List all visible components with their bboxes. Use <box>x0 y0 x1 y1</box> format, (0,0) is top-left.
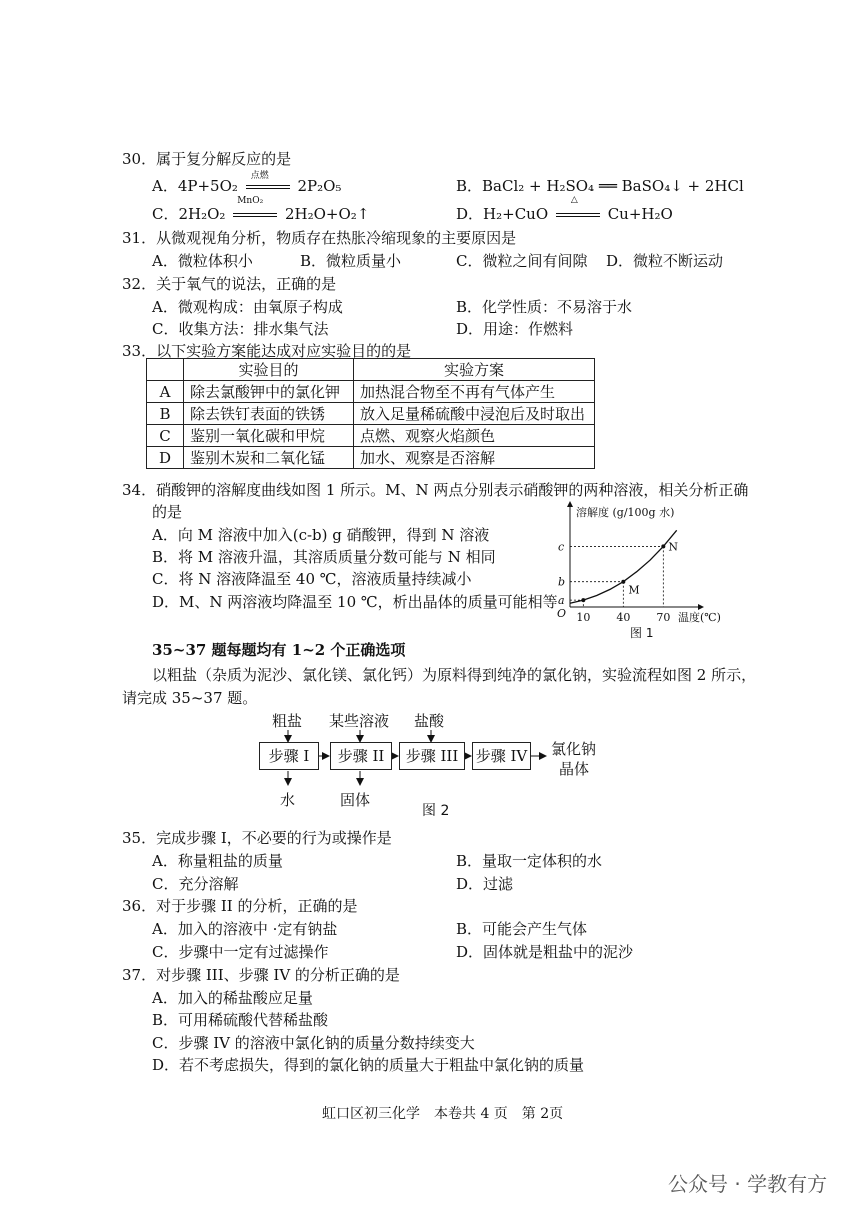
q32-stem: 32．关于氧气的说法，正确的是 <box>122 275 337 293</box>
watermark-text: 公众号 · 学教有方 <box>668 1172 828 1196</box>
flow-input-crude-salt: 粗盐 <box>272 712 303 730</box>
x-axis-label: 温度(℃) <box>678 611 721 624</box>
q36-option-b: B．可能会产生气体 <box>456 920 588 938</box>
point-marker <box>581 598 585 602</box>
q34-option-c: C．将 N 溶液降温至 40 ℃，溶液质量持续减小 <box>152 570 472 588</box>
flow-step-1: 步骤 I <box>259 742 319 770</box>
y-axis-arrow <box>567 501 573 507</box>
q30-stem: 30．属于复分解反应的是 <box>122 150 292 168</box>
point-n <box>661 544 665 548</box>
table-header-row <box>147 359 595 381</box>
section-intro-cont: 请完成 35~37 题。 <box>122 689 258 707</box>
table-cell: D <box>147 447 184 469</box>
table-cell: A <box>147 381 184 403</box>
q36-option-a: A．加入的溶液中 ·定有钠盐 <box>152 920 338 938</box>
q31-option-b: B．微粒质量小 <box>300 252 402 270</box>
y-axis-label: 溶解度 (g/100g 水) <box>576 506 675 519</box>
flow-input-acid: 盐酸 <box>414 712 445 730</box>
q34-stem: 34．硝酸钾的溶解度曲线如图 1 所示。M、N 两点分别表示硝酸钾的两种溶液，相关分析正确 <box>122 481 749 499</box>
q30-a-condition: 点燃 <box>250 171 269 181</box>
flow-step-2: 步骤 II <box>330 742 392 770</box>
table-header-cell <box>147 359 184 381</box>
flow-input-solutions: 某些溶液 <box>329 712 390 730</box>
q35-stem: 35．完成步骤 I，不必要的行为或操作是 <box>122 829 392 847</box>
table-cell: 加热混合物至不再有气体产生 <box>354 381 595 403</box>
table-cell: 加水、观察是否溶解 <box>354 447 595 469</box>
watermark <box>668 1168 827 1197</box>
q30-option-a <box>152 171 342 196</box>
flow-output-water: 水 <box>280 791 296 809</box>
y-tick-label: a <box>558 594 565 608</box>
y-tick-label: b <box>558 575 566 589</box>
q31-option-a: A．微粒体积小 <box>152 252 253 270</box>
q32-option-d: D．用途：作燃料 <box>456 320 574 338</box>
q35-option-a: A．称量粗盐的质量 <box>152 852 283 870</box>
q30-c-condition: MnO₂ <box>237 196 264 206</box>
q33-table <box>146 358 595 469</box>
q30-option-b: B．BaCl₂ + H₂SO₄ ══ BaSO₄↓ + 2HCl <box>456 177 744 195</box>
q32-option-c: C．收集方法：排水集气法 <box>152 320 329 338</box>
q30-c-reactants: C．2H₂O₂ <box>152 205 226 223</box>
q36-option-d: D．固体就是粗盐中的泥沙 <box>456 943 634 961</box>
q37-option-b: B．可用稀硫酸代替稀盐酸 <box>152 1011 329 1029</box>
flow-output-solid: 固体 <box>340 791 371 809</box>
q30-d-products: Cu+H₂O <box>607 205 673 223</box>
table-cell: 鉴别一氧化碳和甲烷 <box>184 425 354 447</box>
q37-option-d: D．若不考虑损失，得到的氯化钠的质量大于粗盐中氯化钠的质量 <box>152 1056 585 1074</box>
q30-d-condition: △ <box>570 195 578 205</box>
q34-stem-cont: 的是 <box>152 503 183 521</box>
section-intro: 以粗盐（杂质为泥沙、氯化镁、氯化钙）为原料得到纯净的氯化钠，实验流程如图 2 所示， <box>152 666 757 684</box>
solubility-chart <box>548 502 721 640</box>
q31-option-d: D．微粒不断运动 <box>606 252 724 270</box>
table-row <box>147 403 595 425</box>
q30-d-reactants: D．H₂+CuO <box>456 205 549 223</box>
point-m <box>621 580 625 584</box>
x-tick-label: 70 <box>656 611 671 624</box>
origin-label: O <box>557 607 567 620</box>
q31-option-c: C．微粒之间有间隙 <box>456 252 588 270</box>
table-header-cell: 实验方案 <box>354 359 595 381</box>
chart-caption: 图 1 <box>630 626 654 640</box>
x-axis-arrow <box>698 604 704 610</box>
q30-option-d <box>456 195 673 224</box>
q33-stem: 33．以下实验方案能达成对应实验目的的是 <box>122 342 412 360</box>
table-row <box>147 425 595 447</box>
q34-option-d: D．M、N 两溶液均降温至 10 ℃，析出晶体的质量可能相等 <box>152 593 558 611</box>
flow-product-cont: 晶体 <box>559 760 590 778</box>
q37-option-a: A．加入的稀盐酸应足量 <box>152 989 313 1007</box>
q34-option-a: A．向 M 溶液中加入(c-b) g 硝酸钾，得到 N 溶液 <box>152 526 490 544</box>
point-label: N <box>668 540 678 554</box>
table-cell: 鉴别木炭和二氧化锰 <box>184 447 354 469</box>
table-cell: 点燃、观察火焰颜色 <box>354 425 595 447</box>
table-cell: 除去铁钉表面的铁锈 <box>184 403 354 425</box>
flow-step-3: 步骤 III <box>399 742 465 770</box>
table-cell: C <box>147 425 184 447</box>
table-cell: 除去氯酸钾中的氯化钾 <box>184 381 354 403</box>
section-heading: 35~37 题每题均有 1~2 个正确选项 <box>152 641 406 659</box>
x-tick-label: 40 <box>616 611 631 624</box>
q36-stem: 36．对于步骤 II 的分析，正确的是 <box>122 897 358 915</box>
q30-a-products: 2P₂O₅ <box>297 177 342 195</box>
q35-option-b: B．量取一定体积的水 <box>456 852 603 870</box>
table-cell: B <box>147 403 184 425</box>
q35-option-c: C．充分溶解 <box>152 875 239 893</box>
q30-c-products: 2H₂O+O₂↑ <box>285 205 370 223</box>
table-header-cell: 实验目的 <box>184 359 354 381</box>
point-label: M <box>628 583 640 597</box>
q30-option-c <box>152 196 370 224</box>
flow-product: 氯化钠 <box>551 740 597 758</box>
q32-option-a: A．微观构成：由氧原子构成 <box>152 298 343 316</box>
page-footer: 虹口区初三化学 本卷共 4 页 第 2页 <box>322 1106 564 1122</box>
table-row <box>147 381 595 403</box>
q32-option-b: B．化学性质：不易溶于水 <box>456 298 633 316</box>
q34-option-b: B．将 M 溶液升温，其溶质质量分数可能与 N 相同 <box>152 548 496 566</box>
q36-option-c: C．步骤中一定有过滤操作 <box>152 943 329 961</box>
y-tick-label: c <box>558 540 565 554</box>
q31-stem: 31．从微观视角分析，物质存在热胀冷缩现象的主要原因是 <box>122 229 517 247</box>
q37-option-c: C．步骤 IV 的溶液中氯化钠的质量分数持续变大 <box>152 1034 475 1052</box>
q37-stem: 37．对步骤 III、步骤 IV 的分析正确的是 <box>122 966 400 984</box>
q30-a-reactants: A．4P+5O₂ <box>152 177 238 195</box>
x-tick-label: 10 <box>576 611 591 624</box>
q35-option-d: D．过滤 <box>456 875 514 893</box>
table-cell: 放入足量稀硫酸中浸泡后及时取出 <box>354 403 595 425</box>
flow-caption: 图 2 <box>422 803 450 819</box>
table-row <box>147 447 595 469</box>
flow-step-4: 步骤 IV <box>472 742 531 770</box>
solubility-curve <box>570 530 677 603</box>
